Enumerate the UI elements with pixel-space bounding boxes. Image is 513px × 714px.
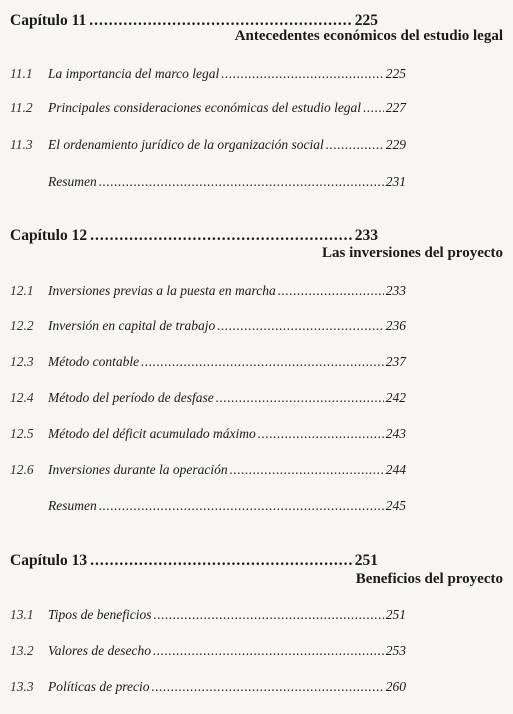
section-label: Inversión en capital de trabajo bbox=[48, 318, 216, 333]
chapter-page-number: 233 bbox=[354, 227, 378, 244]
section-label: El ordenamiento jurídico de la organización social bbox=[48, 137, 324, 152]
toc-entry[interactable] bbox=[10, 318, 406, 334]
chapter-heading: Capítulo 13 bbox=[10, 552, 88, 569]
section-page-number: 260 bbox=[385, 679, 406, 694]
section-label: Inversiones previas a la puesta en marcha bbox=[48, 283, 276, 298]
section-label: Principales consideraciones económicas del estudio legal bbox=[48, 100, 362, 115]
section-label: Políticas de precio bbox=[48, 679, 150, 694]
dot-leader bbox=[90, 552, 352, 570]
dot-leader bbox=[99, 174, 384, 190]
section-number: 12.5 bbox=[10, 426, 34, 441]
toc-entry[interactable] bbox=[10, 643, 406, 659]
section-number: 13.3 bbox=[10, 679, 34, 694]
toc-entry[interactable] bbox=[10, 354, 406, 370]
section-page-number: 251 bbox=[385, 607, 406, 622]
section-label: Método del déficit acumulado máximo bbox=[48, 426, 256, 441]
dot-leader bbox=[230, 462, 384, 478]
dot-leader bbox=[363, 100, 384, 116]
section-page-number: 236 bbox=[385, 318, 406, 333]
dot-leader bbox=[221, 66, 384, 82]
dot-leader bbox=[258, 426, 384, 442]
section-label: Inversiones durante la operación bbox=[48, 462, 228, 477]
section-page-number: 243 bbox=[385, 426, 406, 441]
chapter-13-heading-row[interactable] bbox=[10, 552, 378, 570]
dot-leader bbox=[154, 607, 384, 623]
toc-entry[interactable] bbox=[10, 462, 406, 478]
section-page-number: 229 bbox=[385, 137, 406, 152]
dot-leader bbox=[141, 354, 384, 370]
section-label: La importancia del marco legal bbox=[48, 66, 220, 81]
dot-leader bbox=[216, 390, 384, 406]
section-number: 12.3 bbox=[10, 354, 34, 369]
dot-leader bbox=[217, 318, 384, 334]
section-page-number: 244 bbox=[385, 462, 406, 477]
section-number: 12.6 bbox=[10, 462, 34, 477]
section-number: 12.4 bbox=[10, 390, 34, 405]
section-number: 12.2 bbox=[10, 318, 34, 333]
toc-entry[interactable] bbox=[10, 137, 406, 153]
chapter-page-number: 251 bbox=[354, 552, 378, 569]
chapter-12-heading-row[interactable] bbox=[10, 227, 378, 245]
dot-leader bbox=[278, 283, 384, 299]
section-page-number: 237 bbox=[385, 354, 406, 369]
toc-entry[interactable] bbox=[10, 679, 406, 695]
chapter-heading: Capítulo 12 bbox=[10, 227, 88, 244]
section-page-number: 245 bbox=[385, 498, 406, 513]
toc-entry[interactable] bbox=[10, 607, 406, 623]
section-number: 13.1 bbox=[10, 607, 34, 622]
section-label: Método del período de desfase bbox=[48, 390, 214, 405]
toc-entry-summary[interactable] bbox=[10, 498, 406, 514]
section-label: Valores de desecho bbox=[48, 643, 151, 658]
dot-leader bbox=[153, 643, 384, 659]
toc-entry[interactable] bbox=[10, 426, 406, 442]
section-page-number: 242 bbox=[385, 390, 406, 405]
section-page-number: 231 bbox=[385, 174, 406, 189]
dot-leader bbox=[326, 137, 384, 153]
section-label: Resumen bbox=[48, 498, 97, 513]
toc-entry[interactable] bbox=[10, 390, 406, 406]
section-page-number: 253 bbox=[385, 643, 406, 658]
section-label: Resumen bbox=[48, 174, 97, 189]
chapter-page-number: 225 bbox=[354, 12, 378, 29]
section-number: 12.1 bbox=[10, 283, 34, 298]
dot-leader bbox=[151, 679, 383, 695]
chapter-title: Antecedentes económicos del estudio legal bbox=[234, 28, 503, 44]
section-number: 13.2 bbox=[10, 643, 34, 658]
chapter-title: Beneficios del proyecto bbox=[355, 571, 503, 587]
section-number: 11.1 bbox=[10, 66, 33, 81]
toc-entry[interactable] bbox=[10, 283, 406, 299]
chapter-heading: Capítulo 11 bbox=[10, 12, 87, 29]
section-page-number: 227 bbox=[385, 100, 406, 115]
dot-leader bbox=[90, 227, 352, 245]
section-page-number: 225 bbox=[385, 66, 406, 81]
toc-entry-summary[interactable] bbox=[10, 174, 406, 190]
section-number: 11.2 bbox=[10, 100, 33, 115]
section-label: Tipos de beneficios bbox=[48, 607, 152, 622]
toc-entry[interactable] bbox=[10, 100, 406, 116]
toc-entry[interactable] bbox=[10, 66, 406, 82]
section-label: Método contable bbox=[48, 354, 140, 369]
section-page-number: 233 bbox=[385, 283, 406, 298]
chapter-title: Las inversiones del proyecto bbox=[322, 245, 503, 261]
dot-leader bbox=[99, 498, 384, 514]
section-number: 11.3 bbox=[10, 137, 33, 152]
